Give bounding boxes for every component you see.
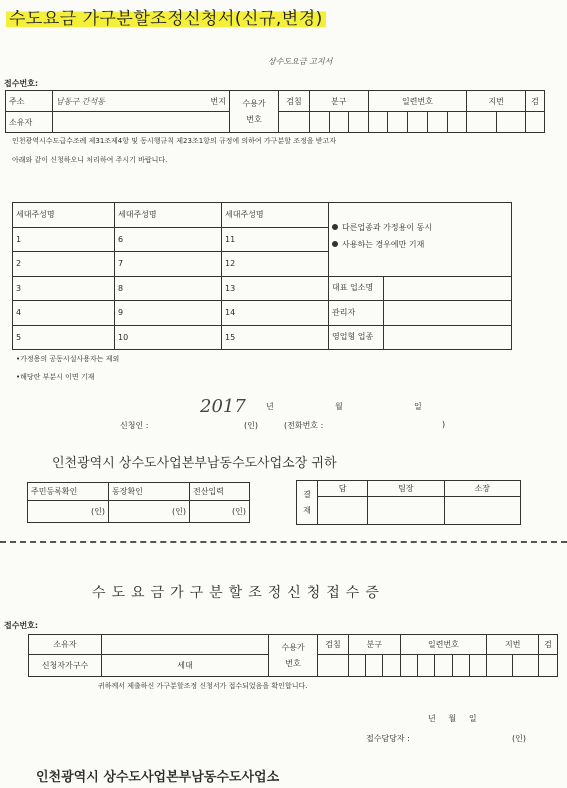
household-row-1-col-3: 11 [222,227,329,252]
receipt-handler-label: 접수담당자 : [366,734,410,743]
staff-label: 담 [318,481,368,497]
verification-table [27,482,250,523]
receipt-number-label-2: 접수번호: [4,621,39,630]
family-check-seal: (인) [109,501,190,523]
notice-line-1: 인천광역시수도급수조례 제31조제4항 및 동시행규칙 제23조1항의 규정에 의하여 가구분할 조정을 받고자 [12,137,336,145]
col-lot: 지번 [467,91,526,112]
team-lead-sign [368,497,444,525]
receipt-cell-lot-2 [513,655,539,677]
notice-line-2: 아래와 같이 신청하오니 처리하여 주시기 바랍니다. [12,156,168,164]
household-row-1-col-1: 1 [13,227,115,252]
owner-value [53,112,230,133]
header-col-3: 세대주성명 [222,203,329,228]
address-label: 주소 [6,91,53,112]
approval-table [296,480,521,525]
household-row-5-col-1: 5 [13,325,115,350]
col-check: 검 [526,91,545,112]
household-count-unit: 세대 [102,655,269,677]
col-section: 분구 [310,91,369,112]
household-row-5-col-2: 10 [115,325,222,350]
receipt-cell-serial-1 [400,655,417,677]
receipt-cell-lot-1 [487,655,513,677]
applicant-seal: (인) [244,421,258,430]
receipt-cell-section-3 [383,655,400,677]
rep-business-value [384,276,512,301]
receipt-office: 인천광역시 상수도사업본부남동수도사업소 [36,770,280,785]
receipt-confirm-text: 귀하께서 제출하신 가구분할조정 신청서가 접수되었음을 확인합니다. [98,682,308,690]
household-row-3-col-1: 3 [13,276,115,301]
chief-sign [444,497,520,525]
receipt-cell-section-1 [349,655,366,677]
household-row-3-col-2: 8 [115,276,222,301]
cell-serial-1 [368,112,388,133]
household-row-4-col-3: 14 [222,301,329,326]
receipt-handler-seal: (인) [512,734,526,743]
phone-label: (전화번호 : [284,421,324,430]
receipt-col-inspection: 검침 [318,635,349,655]
household-row-5-col-3: 15 [222,325,329,350]
receipt-col-section: 분구 [349,635,401,655]
household-row-1-col-2: 6 [115,227,222,252]
household-row-3-col-3: 13 [222,276,329,301]
address-suffix: 번지 [210,96,226,106]
col-inspection: 검침 [279,91,310,112]
date-year-handwritten: 2017 [200,396,246,417]
cell-section-2 [329,112,349,133]
manager-value [384,301,512,326]
chief-label: 소장 [444,481,520,497]
consumer-number-label: 수용가 번호 [230,91,279,133]
applicant-label: 신청인 : [120,421,149,430]
receipt-col-lot: 지번 [487,635,539,655]
address-value [53,91,230,112]
bullet-icon [332,224,338,230]
cell-lot-2 [496,112,525,133]
receipt-number-label: 접수번호: [4,79,39,88]
phone-close: ) [442,420,446,429]
receipt-col-check: 검 [539,635,558,655]
rep-business-label: 대표 업소명 [329,276,384,301]
date-year-label: 년 [266,402,274,411]
manager-label: 관리자 [329,301,384,326]
household-row-2-col-3: 12 [222,252,329,277]
computer-input-label: 전산입력 [190,483,250,501]
owner-table [5,90,545,133]
receipt-cell-section-2 [366,655,383,677]
col-serial: 일련번호 [368,91,467,112]
approval-label: 결 재 [297,481,318,525]
family-check-label: 동장확인 [109,483,190,501]
receipt-title: 수도요금가구분할조정신청접수증 [92,585,385,601]
receipt-cell-serial-3 [435,655,452,677]
receipt-cell-serial-2 [417,655,434,677]
cell-check [526,112,545,133]
receipt-cell-serial-4 [452,655,469,677]
cell-serial-2 [388,112,408,133]
household-row-4-col-2: 9 [115,301,222,326]
cut-line [0,541,567,543]
address-handwritten: 남동구 간석동 [56,96,105,106]
household-row-4-col-1: 4 [13,301,115,326]
household-count-label: 신청자가구수 [29,655,102,677]
handwritten-note: 상수도요금 고지서 [268,57,333,66]
household-table [12,202,512,350]
header-col-1: 세대주성명 [13,203,115,228]
receipt-owner-table [28,634,558,677]
business-type-value [384,325,512,350]
addressee: 인천광역시 상수도사업본부남동수도사업소장 귀하 [52,456,337,471]
date-day-label: 일 [414,402,422,411]
cell-section-1 [310,112,330,133]
bullet-icon [332,241,338,247]
receipt-cell-serial-5 [470,655,487,677]
computer-input-seal: (인) [190,501,250,523]
household-row-2-col-1: 2 [13,252,115,277]
cell-lot-1 [467,112,496,133]
resident-check-label: 주민등록확인 [28,483,109,501]
receipt-owner-value [102,635,269,655]
form-title: 수도요금 가구분할조정신청서(신규,변경) [6,4,326,29]
receipt-owner-label: 소유자 [29,635,102,655]
owner-label: 소유자 [6,112,53,133]
footnote-1: •가정용의 공동시설사용자는 제외 [16,355,120,363]
team-lead-label: 팀장 [368,481,444,497]
cell-section-3 [349,112,369,133]
resident-check-seal: (인) [28,501,109,523]
cell-serial-5 [447,112,467,133]
mixed-use-note: 다른업종과 가정용이 동시 사용하는 경우에만 기재 [329,203,512,277]
household-row-2-col-2: 7 [115,252,222,277]
cell-inspection [279,112,310,133]
receipt-cell-check [539,655,558,677]
business-type-label: 영업형 업종 [329,325,384,350]
receipt-consumer-label: 수용가 번호 [269,635,318,677]
cell-serial-3 [408,112,428,133]
cell-serial-4 [427,112,447,133]
date-month-label: 월 [335,402,343,411]
header-col-2: 세대주성명 [115,203,222,228]
receipt-col-serial: 일련번호 [400,635,487,655]
receipt-date-line: 년 월 일 [428,714,477,723]
staff-sign [318,497,368,525]
footnote-2: •해당란 부분시 이면 기재 [16,373,95,381]
receipt-cell-inspection [318,655,349,677]
